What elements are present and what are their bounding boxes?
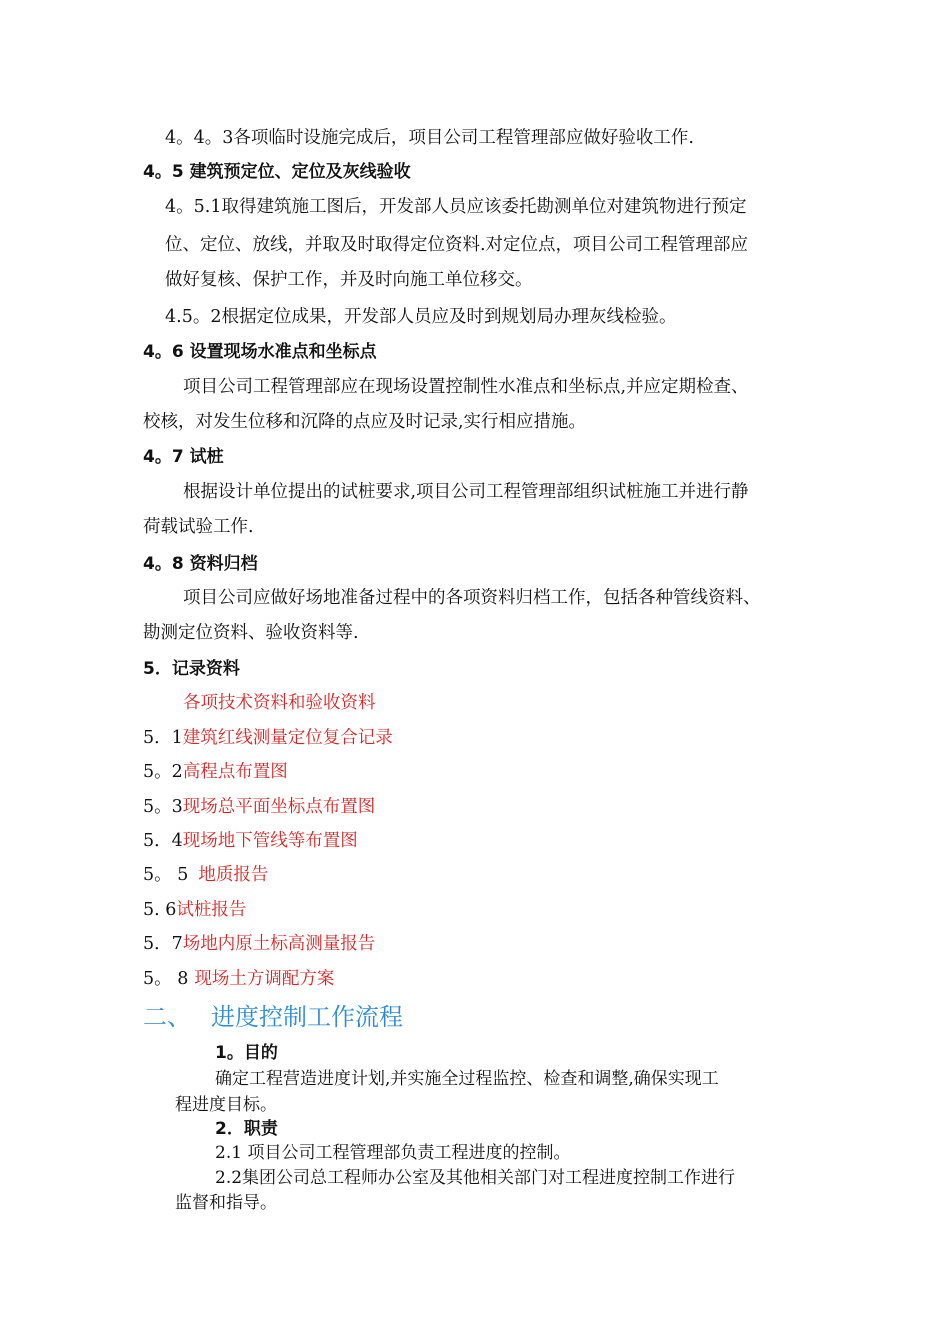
heading-4-5: 4。5 建筑预定位、定位及灰线验收 xyxy=(143,162,411,182)
para-4-8-line2: 勘测定位资料、验收资料等. xyxy=(143,623,359,643)
part2-duty-2-2-line1: 2.2集团公司总工程师办公室及其他相关部门对工程进度控制工作进行 xyxy=(215,1168,736,1188)
heading-4-6: 4。6 设置现场水准点和坐标点 xyxy=(143,342,377,362)
record-item: 5。2高程点布置图 xyxy=(143,762,288,782)
record-item: 5。 8 现场土方调配方案 xyxy=(143,969,335,989)
part2-heading-duty: 2．职责 xyxy=(215,1119,278,1139)
record-item: 5．1建筑红线测量定位复合记录 xyxy=(143,728,393,748)
records-intro: 各项技术资料和验收资料 xyxy=(183,693,376,713)
para-4-7-line2: 荷载试验工作. xyxy=(143,517,254,537)
record-item: 5. 6试桩报告 xyxy=(143,900,247,920)
record-item: 5．4现场地下管线等布置图 xyxy=(143,831,358,851)
heading-5: 5．记录资料 xyxy=(143,659,240,679)
part2-duty-2-2-line2: 监督和指导。 xyxy=(175,1193,277,1213)
para-4-5-1-line1: 4。5.1取得建筑施工图后，开发部人员应该委托勘测单位对建筑物进行预定 xyxy=(165,197,747,217)
heading-4-7: 4。7 试桩 xyxy=(143,447,224,467)
part2-purpose-line2: 程进度目标。 xyxy=(175,1095,277,1115)
part2-heading-purpose: 1。目的 xyxy=(215,1043,278,1063)
para-4-5-1-line2: 位、定位、放线，并取及时取得定位资料.对定位点，项目公司工程管理部应 xyxy=(165,235,749,255)
para-4-5-1-line3: 做好复核、保护工作，并及时向施工单位移交。 xyxy=(165,270,533,290)
para-4-8-line1: 项目公司应做好场地准备过程中的各项资料归档工作，包括各种管线资料、 xyxy=(183,588,761,608)
heading-4-8: 4。8 资料归档 xyxy=(143,554,258,574)
part2-purpose-line1: 确定工程营造进度计划,并实施全过程监控、检查和调整,确保实现工 xyxy=(215,1069,719,1089)
para-4-6-line1: 项目公司工程管理部应在现场设置控制性水准点和坐标点,并应定期检查、 xyxy=(183,377,749,397)
part2-heading: 二、 进度控制工作流程 xyxy=(143,1003,403,1031)
para-4-7-line1: 根据设计单位提出的试桩要求,项目公司工程管理部组织试桩施工并进行静 xyxy=(183,482,749,502)
para-4-6-line2: 校核，对发生位移和沉降的点应及时记录,实行相应措施。 xyxy=(143,412,587,432)
record-item: 5。 5 地质报告 xyxy=(143,865,269,885)
record-item: 5．7场地内原土标高测量报告 xyxy=(143,934,376,954)
part2-duty-2-1: 2.1 项目公司工程管理部负责工程进度的控制。 xyxy=(215,1143,571,1163)
record-item: 5。3现场总平面坐标点布置图 xyxy=(143,797,376,817)
para-4-4-3: 4。4。3各项临时设施完成后，项目公司工程管理部应做好验收工作. xyxy=(165,128,694,148)
para-4-5-2: 4.5。2根据定位成果，开发部人员应及时到规划局办理灰线检验。 xyxy=(165,307,677,327)
